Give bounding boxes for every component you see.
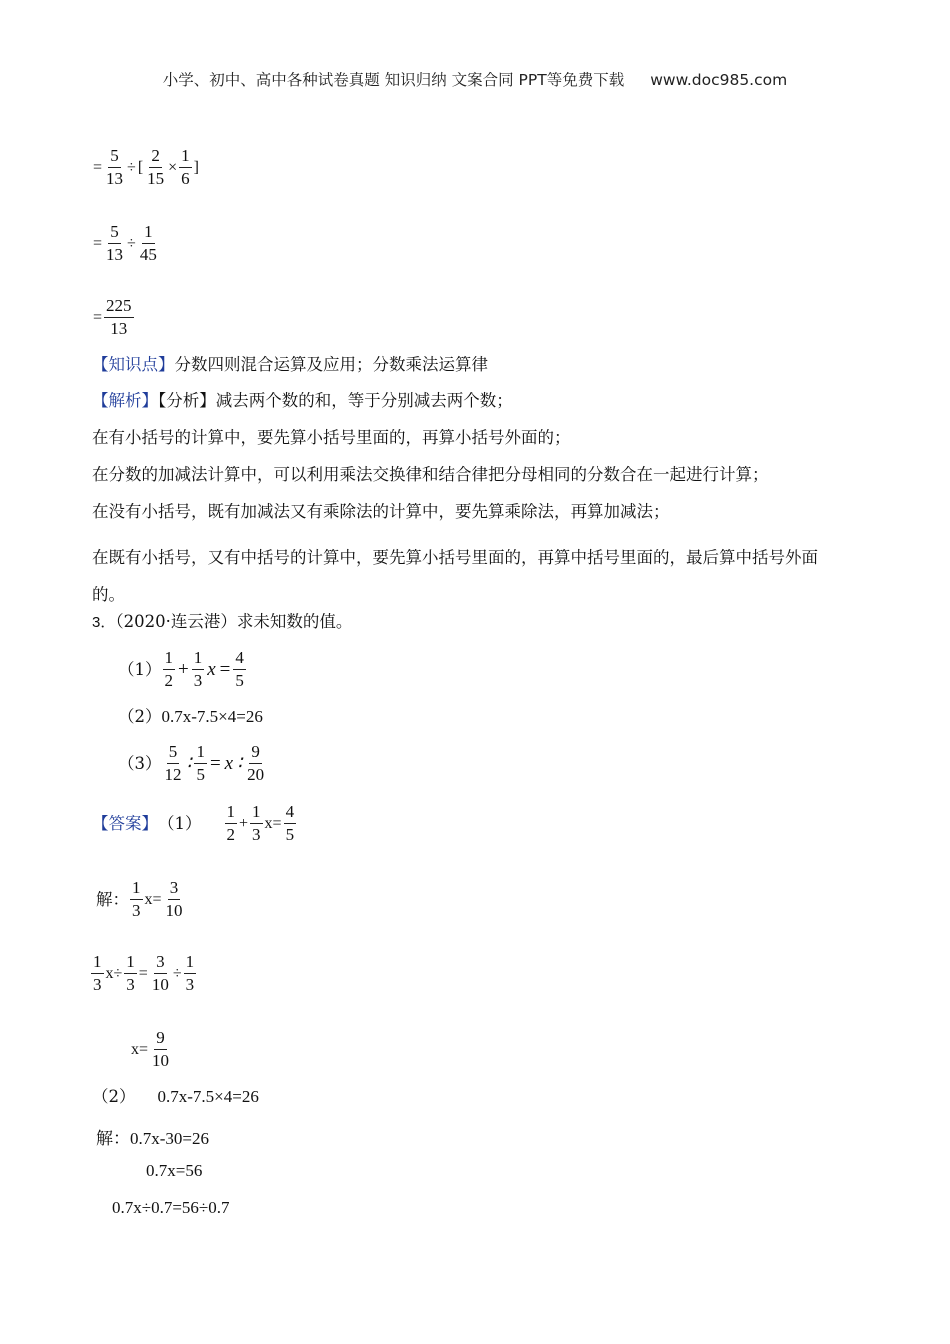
answer-step-3 [130,1028,172,1071]
numerator: 1 [184,952,197,974]
analysis-line: 在有小括号的计算中，要先算小括号里面的，再算小括号外面的； [92,428,571,447]
question-part-1 [118,648,247,691]
fraction [194,742,207,785]
header-site[interactable]: www.doc985.com [650,71,788,89]
numerator: 5 [108,146,121,168]
numerator: 1 [192,648,205,670]
numerator: 3 [154,952,167,974]
denominator: 3 [193,671,203,690]
denominator: 10 [152,1051,170,1070]
left-bracket: [ [137,158,144,176]
fraction [145,146,166,189]
answer-label: 【答案】 [92,813,158,833]
numerator: 1 [179,146,192,168]
analysis-text: 【分析】减去两个数的和，等于分别减去两个数； [158,391,513,410]
numerator: 5 [167,742,180,764]
equals-sign: = [93,308,103,326]
numerator: 1 [142,222,155,244]
denominator: 3 [93,975,102,994]
page-header [0,68,950,90]
analysis-label: 【解析】 [92,391,158,410]
denominator: 3 [185,975,195,994]
equation-step: 0.7x÷0.7=56÷0.7 [112,1198,230,1217]
equals-sign: = [138,964,148,982]
fraction [104,146,125,189]
right-bracket: ] [193,158,199,176]
plus-sign: + [178,658,189,680]
knowledge-point [92,355,862,375]
numerator: 1 [130,878,143,900]
denominator: 15 [147,169,165,188]
numerator: 3 [168,878,181,900]
plus-sign: + [239,814,249,832]
denominator: 13 [106,169,124,188]
variable-x: x [207,658,216,680]
equation: 0.7x-7.5×4=26 [157,1087,259,1106]
numerator: 1 [91,952,104,974]
equation: 0.7x-7.5×4=26 [161,707,263,726]
fraction [284,802,297,845]
numerator: 5 [108,222,121,244]
answer-part-1 [92,802,297,845]
analysis-line: 在没有小括号，既有加减法又有乘除法的计算中，要先算乘除法，再算加减法； [92,502,670,521]
x-equals: x= [144,890,162,908]
part-label: （2） [92,1087,136,1106]
denominator: 45 [139,245,157,264]
divide-sign: ÷ [127,234,136,252]
denominator: 5 [235,671,244,690]
equals-sign: = [219,658,231,680]
denominator: 12 [164,765,182,784]
analysis-first-line [92,391,862,411]
fraction [184,952,197,995]
x-equals: x= [264,814,282,832]
fraction [233,648,246,691]
knowledge-label: 【知识点】 [92,355,175,374]
numerator: 1 [124,952,137,974]
denominator: 20 [247,765,265,784]
denominator: 10 [151,975,169,994]
part-label: （3） [118,753,162,773]
equals-sign: = [93,158,103,176]
question-part-2 [118,707,263,727]
numerator: 1 [250,802,263,824]
divide-sign: ÷ [172,964,182,982]
question-number: 3． [92,614,116,631]
answer-step-2 [90,952,197,995]
denominator: 3 [132,901,141,920]
fraction [192,648,205,691]
equals-sign: = [93,234,103,252]
question-source: （2020·连云港） [115,612,237,631]
header-text: 小学、初中、高中各种试卷真题 知识归纳 文案合同 PPT等免费下载 [162,71,625,89]
fraction [225,802,238,845]
denominator: 3 [252,825,261,844]
denominator: 13 [110,319,128,338]
denominator: 2 [164,671,173,690]
fraction [124,952,137,995]
variable-x: x [224,752,234,774]
numerator: 4 [233,648,246,670]
fraction [130,878,143,921]
equals-sign: = [209,752,221,774]
fraction [250,802,263,845]
fraction [138,222,159,265]
step-line-2 [92,222,160,265]
fraction [91,952,104,995]
step-line-1 [92,146,200,189]
equation-step: 0.7x=56 [146,1161,203,1180]
question-part-3 [118,742,267,785]
fraction [245,742,266,785]
denominator: 10 [165,901,183,920]
numerator: 1 [194,742,207,764]
knowledge-text: 分数四则混合运算及应用；分数乘法运算律 [174,355,488,374]
denominator: 5 [285,825,295,844]
fraction [150,1028,171,1071]
numerator: 9 [249,742,262,764]
ratio-sign: ∶ [237,753,243,774]
step-line-3 [92,296,135,339]
fraction [179,146,192,189]
numerator: 225 [104,296,134,318]
x-divide: x÷ [105,964,123,982]
x-equals: x= [131,1040,149,1058]
equation-step: 解：0.7x-30=26 [96,1129,209,1148]
solution-prefix: 解： [96,889,129,909]
times-sign: × [168,158,178,176]
analysis-line: 在分数的加减法计算中，可以利用乘法交换律和结合律把分母相同的分数合在一起进行计算； [92,465,769,484]
part-label: （2） [118,707,162,726]
fraction [150,952,171,995]
numerator: 1 [163,648,176,670]
answer-step-1 [96,878,186,921]
answer-part-2-step-3 [112,1198,230,1218]
ratio-sign: ∶ [186,753,192,774]
fraction [164,878,185,921]
fraction [104,296,134,339]
question-prompt: 求未知数的值。 [236,612,353,631]
fraction [104,222,125,265]
denominator: 3 [126,975,135,994]
part-label: （1） [158,813,202,833]
fraction [163,742,184,785]
numerator: 4 [284,802,297,824]
fraction [163,648,176,691]
numerator: 9 [154,1028,167,1050]
denominator: 2 [226,825,235,844]
question-title [92,612,862,633]
divide-sign: ÷ [127,158,136,176]
answer-part-2-step-1 [96,1124,209,1149]
numerator: 2 [149,146,162,168]
numerator: 1 [225,802,238,824]
denominator: 13 [106,245,124,264]
analysis-line: 在既有小括号，又有中括号的计算中，要先算小括号里面的，再算中括号里面的，最后算中括号外面的。 [92,548,818,604]
denominator: 5 [196,765,205,784]
answer-part-2-step-2 [146,1161,202,1181]
denominator: 6 [181,169,190,188]
part-label: （1） [118,659,162,679]
answer-part-2 [92,1087,259,1107]
